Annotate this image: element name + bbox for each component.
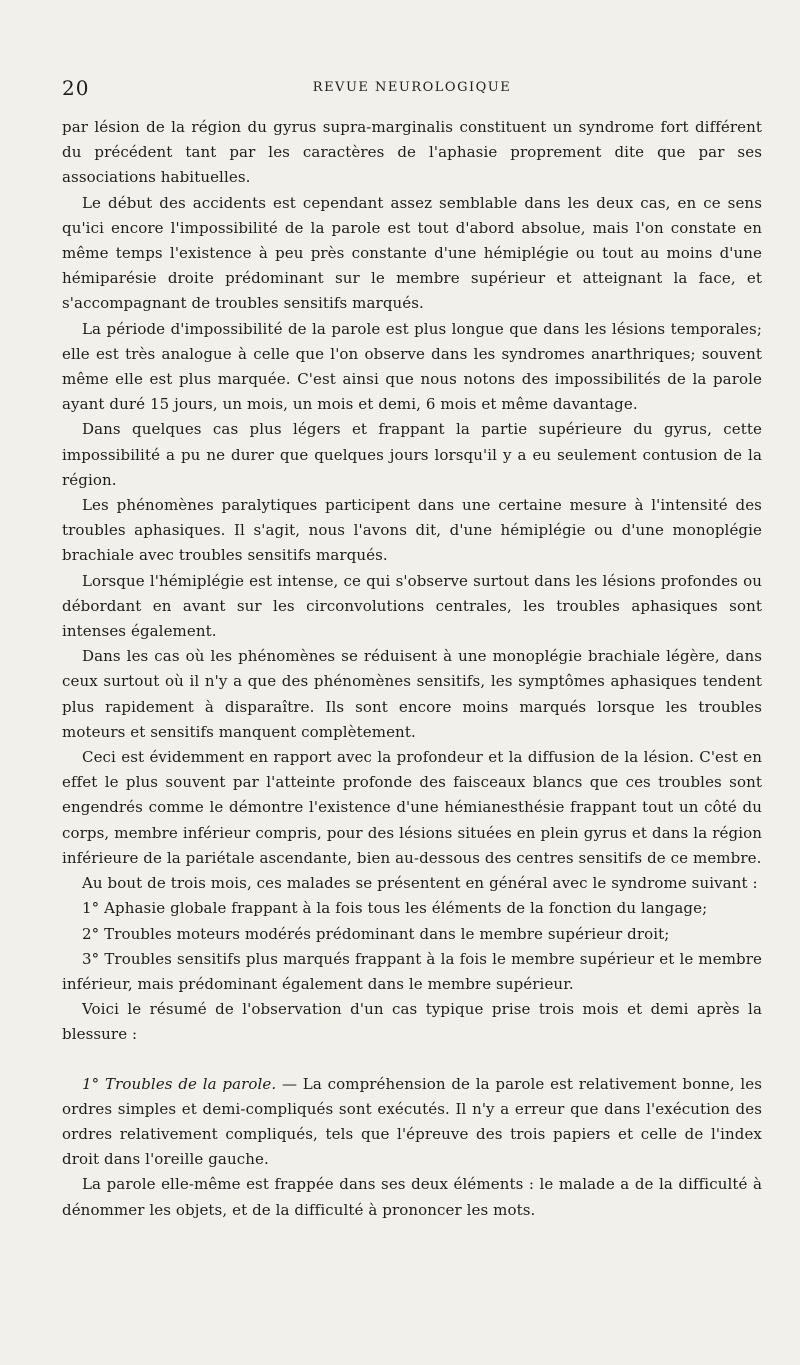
section-lead: — La compréhension de la parole est relativement bonne, les ordres simples et demi-compliqués sont exécutés. Il n'y a erreur que dans l'exécution des ordres relativement compliqués, tels que l'épreuve des trois papiers et celle de l'index droit dans l'oreille gauche. bbox=[62, 1074, 762, 1169]
paragraph: La période d'impossibilité de la parole est plus longue que dans les lésions temporales; elle est très analogue à celle que l'on observe dans les syndromes anarthriques; souvent même elle est plus marquée. C'est ainsi que nous notons des impossibilités de la parole ayant duré 15 jours, un mois, un mois et demi, 6 mois et même davantage. bbox=[62, 319, 762, 414]
paragraph: Lorsque l'hémiplégie est intense, ce qui s'observe surtout dans les lésions profondes ou débordant en avant sur les circonvolutions centrales, les troubles aphasiques sont intenses également. bbox=[62, 571, 762, 641]
list-item: 2° Troubles moteurs modérés prédominant dans le membre supérieur droit; bbox=[82, 924, 670, 943]
paragraph: Dans les cas où les phénomènes se réduisent à une monoplégie brachiale légère, dans ceux surtout où il n'y a que des phénomènes sensitifs, les symptômes aphasiques tendent plus rapidement à disparaître. Ils sont encore moins marqués lorsque les troubles moteurs et sensitifs manquent complètement. bbox=[62, 647, 762, 741]
body-text bbox=[62, 115, 762, 1223]
list-item: 3° Troubles sensitifs plus marqués frappant à la fois le membre supérieur et le membre inférieur, mais prédominant également dans le membre supérieur. bbox=[62, 949, 762, 993]
paragraph: Au bout de trois mois, ces malades se présentent en général avec le syndrome suivant : bbox=[82, 874, 758, 893]
section-paragraph bbox=[62, 1072, 762, 1173]
page-number: 20 bbox=[62, 76, 90, 100]
section-heading: 1° Troubles de la parole. bbox=[82, 1074, 277, 1093]
paragraph: Voici le résumé de l'observation d'un cas typique prise trois mois et demi après la blessure : bbox=[62, 1000, 762, 1044]
list-item: 1° Aphasie globale frappant à la fois tous les éléments de la fonction du langage; bbox=[82, 899, 708, 918]
page-header bbox=[62, 76, 762, 106]
paragraph: Le début des accidents est cependant assez semblable dans les deux cas, en ce sens qu'ici encore l'impossibilité de la parole est tout d'abord absolue, mais l'on constate en même temps l'existence à peu près constante d'une hémiplégie ou tout au moins d'une hémiparésie droite prédominant sur le membre supérieur et atteignant la face, et s'accompagnant de troubles sensitifs marqués. bbox=[62, 193, 762, 313]
paragraph: Les phénomènes paralytiques participent dans une certaine mesure à l'intensité des troubles aphasiques. Il s'agit, nous l'avons dit, d'une hémiplégie ou d'une monoplégie brachiale avec troubles sensitifs marqués. bbox=[62, 496, 762, 565]
paragraph: Ceci est évidemment en rapport avec la profondeur et la diffusion de la lésion. C'est en effet le plus souvent par l'atteinte profonde des faisceaux blancs que ces troubles sont engendrés comme le démontre l'existence d'une hémianesthésie frappant tout un côté du corps, membre inférieur compris, pour des lésions situées en plein gyrus et dans la région inférieure de la pariétale ascendante, bien au-dessous des centres sensitifs de ce membre. bbox=[62, 748, 762, 867]
paragraph: La parole elle-même est frappée dans ses deux éléments : le malade a de la difficulté à dénommer les objets, et de la difficulté à prononcer les mots. bbox=[62, 1175, 762, 1219]
paragraph: par lésion de la région du gyrus supra-marginalis constituent un syndrome fort différent du précédent tant par les caractères de l'aphasie proprement dite que par ses associations habituelles. bbox=[62, 118, 762, 187]
running-title: REVUE NEUROLOGIQUE bbox=[312, 80, 512, 95]
paragraph: Dans quelques cas plus légers et frappant la partie supérieure du gyrus, cette impossibilité a pu ne durer que quelques jours lorsqu'il y a eu seulement contusion de la région. bbox=[62, 420, 762, 489]
